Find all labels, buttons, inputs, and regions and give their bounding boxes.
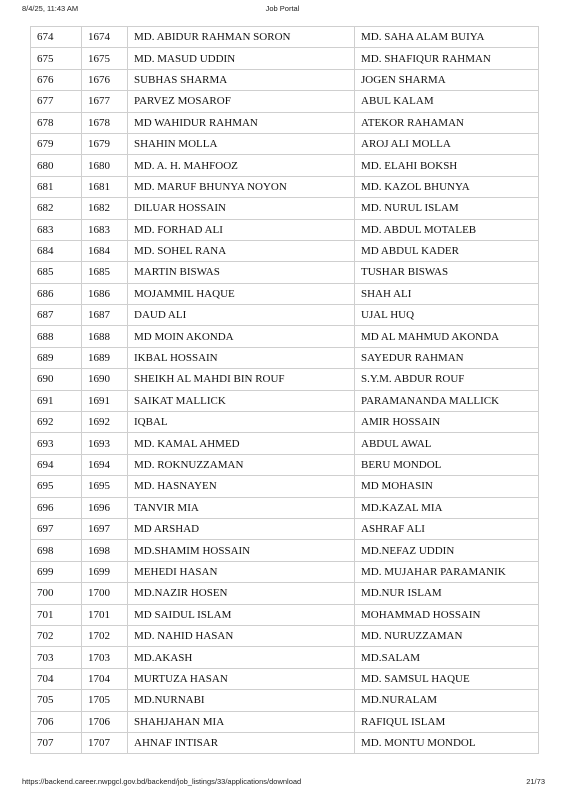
applicant-name-cell: MD WAHIDUR RAHMAN — [128, 112, 355, 133]
serial-cell: 680 — [31, 155, 82, 176]
father-name-cell: MD.SALAM — [355, 647, 539, 668]
applicants-table — [30, 26, 539, 754]
applicant-name-cell: IKBAL HOSSAIN — [128, 347, 355, 368]
roll-cell: 1704 — [82, 668, 128, 689]
table-row — [31, 476, 539, 497]
applicant-name-cell: MD.NURNABI — [128, 690, 355, 711]
table-row — [31, 198, 539, 219]
table-row — [31, 133, 539, 154]
father-name-cell: SAYEDUR RAHMAN — [355, 347, 539, 368]
applicant-name-cell: SHAHIN MOLLA — [128, 133, 355, 154]
serial-cell: 707 — [31, 732, 82, 753]
father-name-cell: MD.NURALAM — [355, 690, 539, 711]
applicant-name-cell: MD. MARUF BHUNYA NOYON — [128, 176, 355, 197]
roll-cell: 1690 — [82, 369, 128, 390]
serial-cell: 685 — [31, 262, 82, 283]
applicant-name-cell: MD. NAHID HASAN — [128, 625, 355, 646]
father-name-cell: ABDUL AWAL — [355, 433, 539, 454]
applicant-name-cell: SAIKAT MALLICK — [128, 390, 355, 411]
roll-cell: 1689 — [82, 347, 128, 368]
applicants-table-body — [31, 27, 539, 754]
table-row — [31, 412, 539, 433]
roll-cell: 1706 — [82, 711, 128, 732]
roll-cell: 1691 — [82, 390, 128, 411]
father-name-cell: MD. KAZOL BHUNYA — [355, 176, 539, 197]
table-row — [31, 112, 539, 133]
serial-cell: 699 — [31, 561, 82, 582]
serial-cell: 693 — [31, 433, 82, 454]
father-name-cell: TUSHAR BISWAS — [355, 262, 539, 283]
applicant-name-cell: MD. HASNAYEN — [128, 476, 355, 497]
father-name-cell: ABUL KALAM — [355, 91, 539, 112]
print-header — [0, 4, 565, 18]
applicant-name-cell: MD SAIDUL ISLAM — [128, 604, 355, 625]
table-row — [31, 390, 539, 411]
roll-cell: 1694 — [82, 454, 128, 475]
roll-cell: 1679 — [82, 133, 128, 154]
father-name-cell: ASHRAF ALI — [355, 518, 539, 539]
roll-cell: 1707 — [82, 732, 128, 753]
applicant-name-cell: MD ARSHAD — [128, 518, 355, 539]
father-name-cell: SHAH ALI — [355, 283, 539, 304]
roll-cell: 1678 — [82, 112, 128, 133]
serial-cell: 681 — [31, 176, 82, 197]
page-number: 21/73 — [526, 777, 545, 786]
serial-cell: 679 — [31, 133, 82, 154]
table-row — [31, 540, 539, 561]
roll-cell: 1701 — [82, 604, 128, 625]
applicant-name-cell: MD.AKASH — [128, 647, 355, 668]
father-name-cell: MD. MUJAHAR PARAMANIK — [355, 561, 539, 582]
father-name-cell: MD MOHASIN — [355, 476, 539, 497]
serial-cell: 702 — [31, 625, 82, 646]
applicant-name-cell: SUBHAS SHARMA — [128, 69, 355, 90]
table-row — [31, 647, 539, 668]
serial-cell: 706 — [31, 711, 82, 732]
applicant-name-cell: MD.NAZIR HOSEN — [128, 583, 355, 604]
applicant-name-cell: PARVEZ MOSAROF — [128, 91, 355, 112]
father-name-cell: MD. NURUZZAMAN — [355, 625, 539, 646]
father-name-cell: S.Y.M. ABDUR ROUF — [355, 369, 539, 390]
roll-cell: 1702 — [82, 625, 128, 646]
table-row — [31, 305, 539, 326]
father-name-cell: MD. ELAHI BOKSH — [355, 155, 539, 176]
serial-cell: 689 — [31, 347, 82, 368]
table-row — [31, 711, 539, 732]
table-row — [31, 668, 539, 689]
father-name-cell: JOGEN SHARMA — [355, 69, 539, 90]
serial-cell: 691 — [31, 390, 82, 411]
father-name-cell: MD. MONTU MONDOL — [355, 732, 539, 753]
applicant-name-cell: MD. MASUD UDDIN — [128, 48, 355, 69]
roll-cell: 1685 — [82, 262, 128, 283]
applicant-name-cell: SHEIKH AL MAHDI BIN ROUF — [128, 369, 355, 390]
serial-cell: 682 — [31, 198, 82, 219]
serial-cell: 676 — [31, 69, 82, 90]
applicant-name-cell: IQBAL — [128, 412, 355, 433]
serial-cell: 684 — [31, 240, 82, 261]
table-row — [31, 326, 539, 347]
father-name-cell: MOHAMMAD HOSSAIN — [355, 604, 539, 625]
father-name-cell: MD. SAMSUL HAQUE — [355, 668, 539, 689]
applicant-name-cell: MURTUZA HASAN — [128, 668, 355, 689]
table-row — [31, 369, 539, 390]
roll-cell: 1677 — [82, 91, 128, 112]
roll-cell: 1696 — [82, 497, 128, 518]
serial-cell: 701 — [31, 604, 82, 625]
roll-cell: 1699 — [82, 561, 128, 582]
father-name-cell: MD.KAZAL MIA — [355, 497, 539, 518]
roll-cell: 1681 — [82, 176, 128, 197]
father-name-cell: RAFIQUL ISLAM — [355, 711, 539, 732]
table-row — [31, 497, 539, 518]
roll-cell: 1674 — [82, 27, 128, 48]
roll-cell: 1700 — [82, 583, 128, 604]
father-name-cell: AMIR HOSSAIN — [355, 412, 539, 433]
serial-cell: 703 — [31, 647, 82, 668]
roll-cell: 1687 — [82, 305, 128, 326]
table-row — [31, 27, 539, 48]
table-row — [31, 583, 539, 604]
serial-cell: 696 — [31, 497, 82, 518]
father-name-cell: PARAMANANDA MALLICK — [355, 390, 539, 411]
roll-cell: 1680 — [82, 155, 128, 176]
roll-cell: 1686 — [82, 283, 128, 304]
table-row — [31, 690, 539, 711]
table-row — [31, 561, 539, 582]
table-row — [31, 604, 539, 625]
serial-cell: 698 — [31, 540, 82, 561]
print-title: Job Portal — [265, 4, 300, 13]
print-datetime: 8/4/25, 11:43 AM — [22, 4, 79, 13]
table-row — [31, 48, 539, 69]
roll-cell: 1703 — [82, 647, 128, 668]
father-name-cell: MD AL MAHMUD AKONDA — [355, 326, 539, 347]
serial-cell: 677 — [31, 91, 82, 112]
serial-cell: 683 — [31, 219, 82, 240]
applicant-name-cell: DILUAR HOSSAIN — [128, 198, 355, 219]
serial-cell: 688 — [31, 326, 82, 347]
applicant-name-cell: MD.SHAMIM HOSSAIN — [128, 540, 355, 561]
father-name-cell: MD. NURUL ISLAM — [355, 198, 539, 219]
table-row — [31, 283, 539, 304]
serial-cell: 678 — [31, 112, 82, 133]
serial-cell: 697 — [31, 518, 82, 539]
applicant-name-cell: MD. FORHAD ALI — [128, 219, 355, 240]
father-name-cell: BERU MONDOL — [355, 454, 539, 475]
serial-cell: 686 — [31, 283, 82, 304]
father-name-cell: MD. ABDUL MOTALEB — [355, 219, 539, 240]
father-name-cell: UJAL HUQ — [355, 305, 539, 326]
applicant-name-cell: MEHEDI HASAN — [128, 561, 355, 582]
serial-cell: 700 — [31, 583, 82, 604]
print-footer — [0, 777, 565, 791]
applicant-name-cell: AHNAF INTISAR — [128, 732, 355, 753]
father-name-cell: MD.NUR ISLAM — [355, 583, 539, 604]
table-row — [31, 91, 539, 112]
table-row — [31, 433, 539, 454]
print-url: https://backend.career.nwpgcl.gov.bd/backend/job_listings/33/applications/download — [22, 777, 302, 786]
table-row — [31, 219, 539, 240]
applicant-name-cell: MD. SOHEL RANA — [128, 240, 355, 261]
father-name-cell: MD. SHAFIQUR RAHMAN — [355, 48, 539, 69]
applicant-name-cell: MD. ABIDUR RAHMAN SORON — [128, 27, 355, 48]
roll-cell: 1695 — [82, 476, 128, 497]
father-name-cell: MD ABDUL KADER — [355, 240, 539, 261]
applicant-name-cell: DAUD ALI — [128, 305, 355, 326]
applicant-name-cell: MD. A. H. MAHFOOZ — [128, 155, 355, 176]
applicant-name-cell: MD. KAMAL AHMED — [128, 433, 355, 454]
table-row — [31, 454, 539, 475]
roll-cell: 1676 — [82, 69, 128, 90]
applicant-name-cell: MOJAMMIL HAQUE — [128, 283, 355, 304]
roll-cell: 1683 — [82, 219, 128, 240]
father-name-cell: MD. SAHA ALAM BUIYA — [355, 27, 539, 48]
roll-cell: 1688 — [82, 326, 128, 347]
father-name-cell: AROJ ALI MOLLA — [355, 133, 539, 154]
roll-cell: 1682 — [82, 198, 128, 219]
table-row — [31, 155, 539, 176]
table-row — [31, 69, 539, 90]
roll-cell: 1698 — [82, 540, 128, 561]
serial-cell: 704 — [31, 668, 82, 689]
serial-cell: 694 — [31, 454, 82, 475]
serial-cell: 695 — [31, 476, 82, 497]
applicant-name-cell: MARTIN BISWAS — [128, 262, 355, 283]
table-row — [31, 347, 539, 368]
father-name-cell: MD.NEFAZ UDDIN — [355, 540, 539, 561]
serial-cell: 705 — [31, 690, 82, 711]
roll-cell: 1693 — [82, 433, 128, 454]
serial-cell: 674 — [31, 27, 82, 48]
applicant-name-cell: MD MOIN AKONDA — [128, 326, 355, 347]
table-row — [31, 176, 539, 197]
table-row — [31, 625, 539, 646]
serial-cell: 675 — [31, 48, 82, 69]
roll-cell: 1697 — [82, 518, 128, 539]
applicant-name-cell: MD. ROKNUZZAMAN — [128, 454, 355, 475]
father-name-cell: ATEKOR RAHAMAN — [355, 112, 539, 133]
applicant-name-cell: TANVIR MIA — [128, 497, 355, 518]
roll-cell: 1684 — [82, 240, 128, 261]
applicant-name-cell: SHAHJAHAN MIA — [128, 711, 355, 732]
serial-cell: 690 — [31, 369, 82, 390]
table-row — [31, 240, 539, 261]
table-row — [31, 262, 539, 283]
serial-cell: 687 — [31, 305, 82, 326]
serial-cell: 692 — [31, 412, 82, 433]
roll-cell: 1675 — [82, 48, 128, 69]
roll-cell: 1692 — [82, 412, 128, 433]
table-row — [31, 732, 539, 753]
table-row — [31, 518, 539, 539]
roll-cell: 1705 — [82, 690, 128, 711]
